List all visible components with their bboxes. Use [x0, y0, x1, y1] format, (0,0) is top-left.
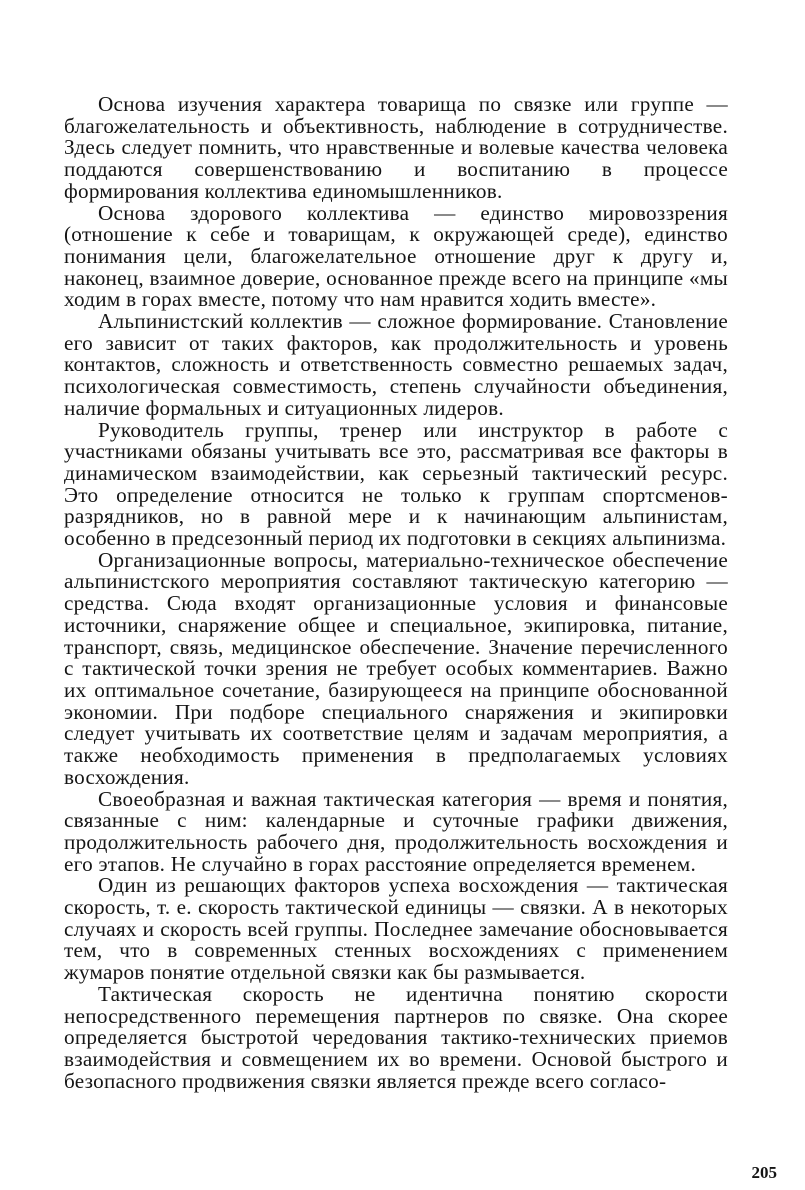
- paragraph-3: Альпинистский коллектив — сложное формирование. Становление его зависит от таких факторов, как продолжительность и уровень контактов, сложность и ответственность совместно решаемых задач, психологическая совместимость, степень случайности объединения, наличие формальных и ситуационных лидеров.: [64, 309, 728, 420]
- paragraph-5: Организационные вопросы, материально-техническое обеспечение альпинистского мероприятия составляют тактическую категорию — средства. Сюда входят организационные условия и финансовые источники, снаряжение общее и специальное, экипировка, питание, транспорт, связь, медицинское обеспечение. Значение перечисленного с тактической точки зрения не требует особых комментариев. Важно их оптимальное сочетание, базирующееся на принципе обоснованной экономии. При подборе специального снаряжения и экипировки следует учитывать их соответствие целям и задачам мероприятия, а также необходимость применения в предполагаемых условиях восхождения.: [64, 547, 728, 789]
- paragraph-7: Один из решающих факторов успеха восхождения — тактическая скорость, т. е. скорость тактической единицы — связки. А в некоторых случаях и скорость всей группы. Последнее замечание обосновывается тем, что в современных стенных восхождениях с применением жумаров понятие отдельной связки как бы размывается.: [64, 873, 728, 985]
- paragraph-2: Основа здорового коллектива — единство мировоззрения (отношение к себе и товарищам, к окружающей среде), единство понимания цели, благожелательное отношение друг к другу и, наконец, взаимное доверие, основанное прежде всего на принципе «мы ходим в горах вместе, потому что нам нравится ходить вместе».: [64, 200, 728, 312]
- paragraph-4: Руководитель группы, тренер или инструктор в работе с участниками обязаны учитывать все это, рассматривая все факторы в динамическом взаимодействии, как серьезный тактический ресурс. Это определение относится не только к группам спортсменов-разрядников, но в равной мере и к начинающим альпинистам, особенно в предсезонный период их подготовки в секциях альпинизма.: [64, 417, 728, 551]
- paragraph-8: Тактическая скорость не идентична понятию скорости непосредственного перемещения партнеров по связке. Она скорее определяется быстротой чередования тактико-технических приемов взаимодействия и совмещением их во времени. Основой быстрого и безопасного продвижения связки является прежде всего согласо-: [64, 981, 728, 1093]
- paragraph-6: Своеобразная и важная тактическая категория — время и понятия, связанные с ним: календарные и суточные графики движения, продолжительность рабочего дня, продолжительность восхождения и его этапов. Не случайно в горах расстояние определяется временем.: [64, 786, 728, 876]
- page-body-text: [64, 94, 728, 1092]
- page-number: 205: [751, 1163, 777, 1182]
- paragraph-1: Основа изучения характера товарища по связке или группе — благожелательность и объективность, наблюдение в сотрудничестве. Здесь следует помнить, что нравственные и волевые качества человека поддаются совершенствованию и воспитанию в процессе формирования коллектива единомышленников.: [64, 92, 728, 203]
